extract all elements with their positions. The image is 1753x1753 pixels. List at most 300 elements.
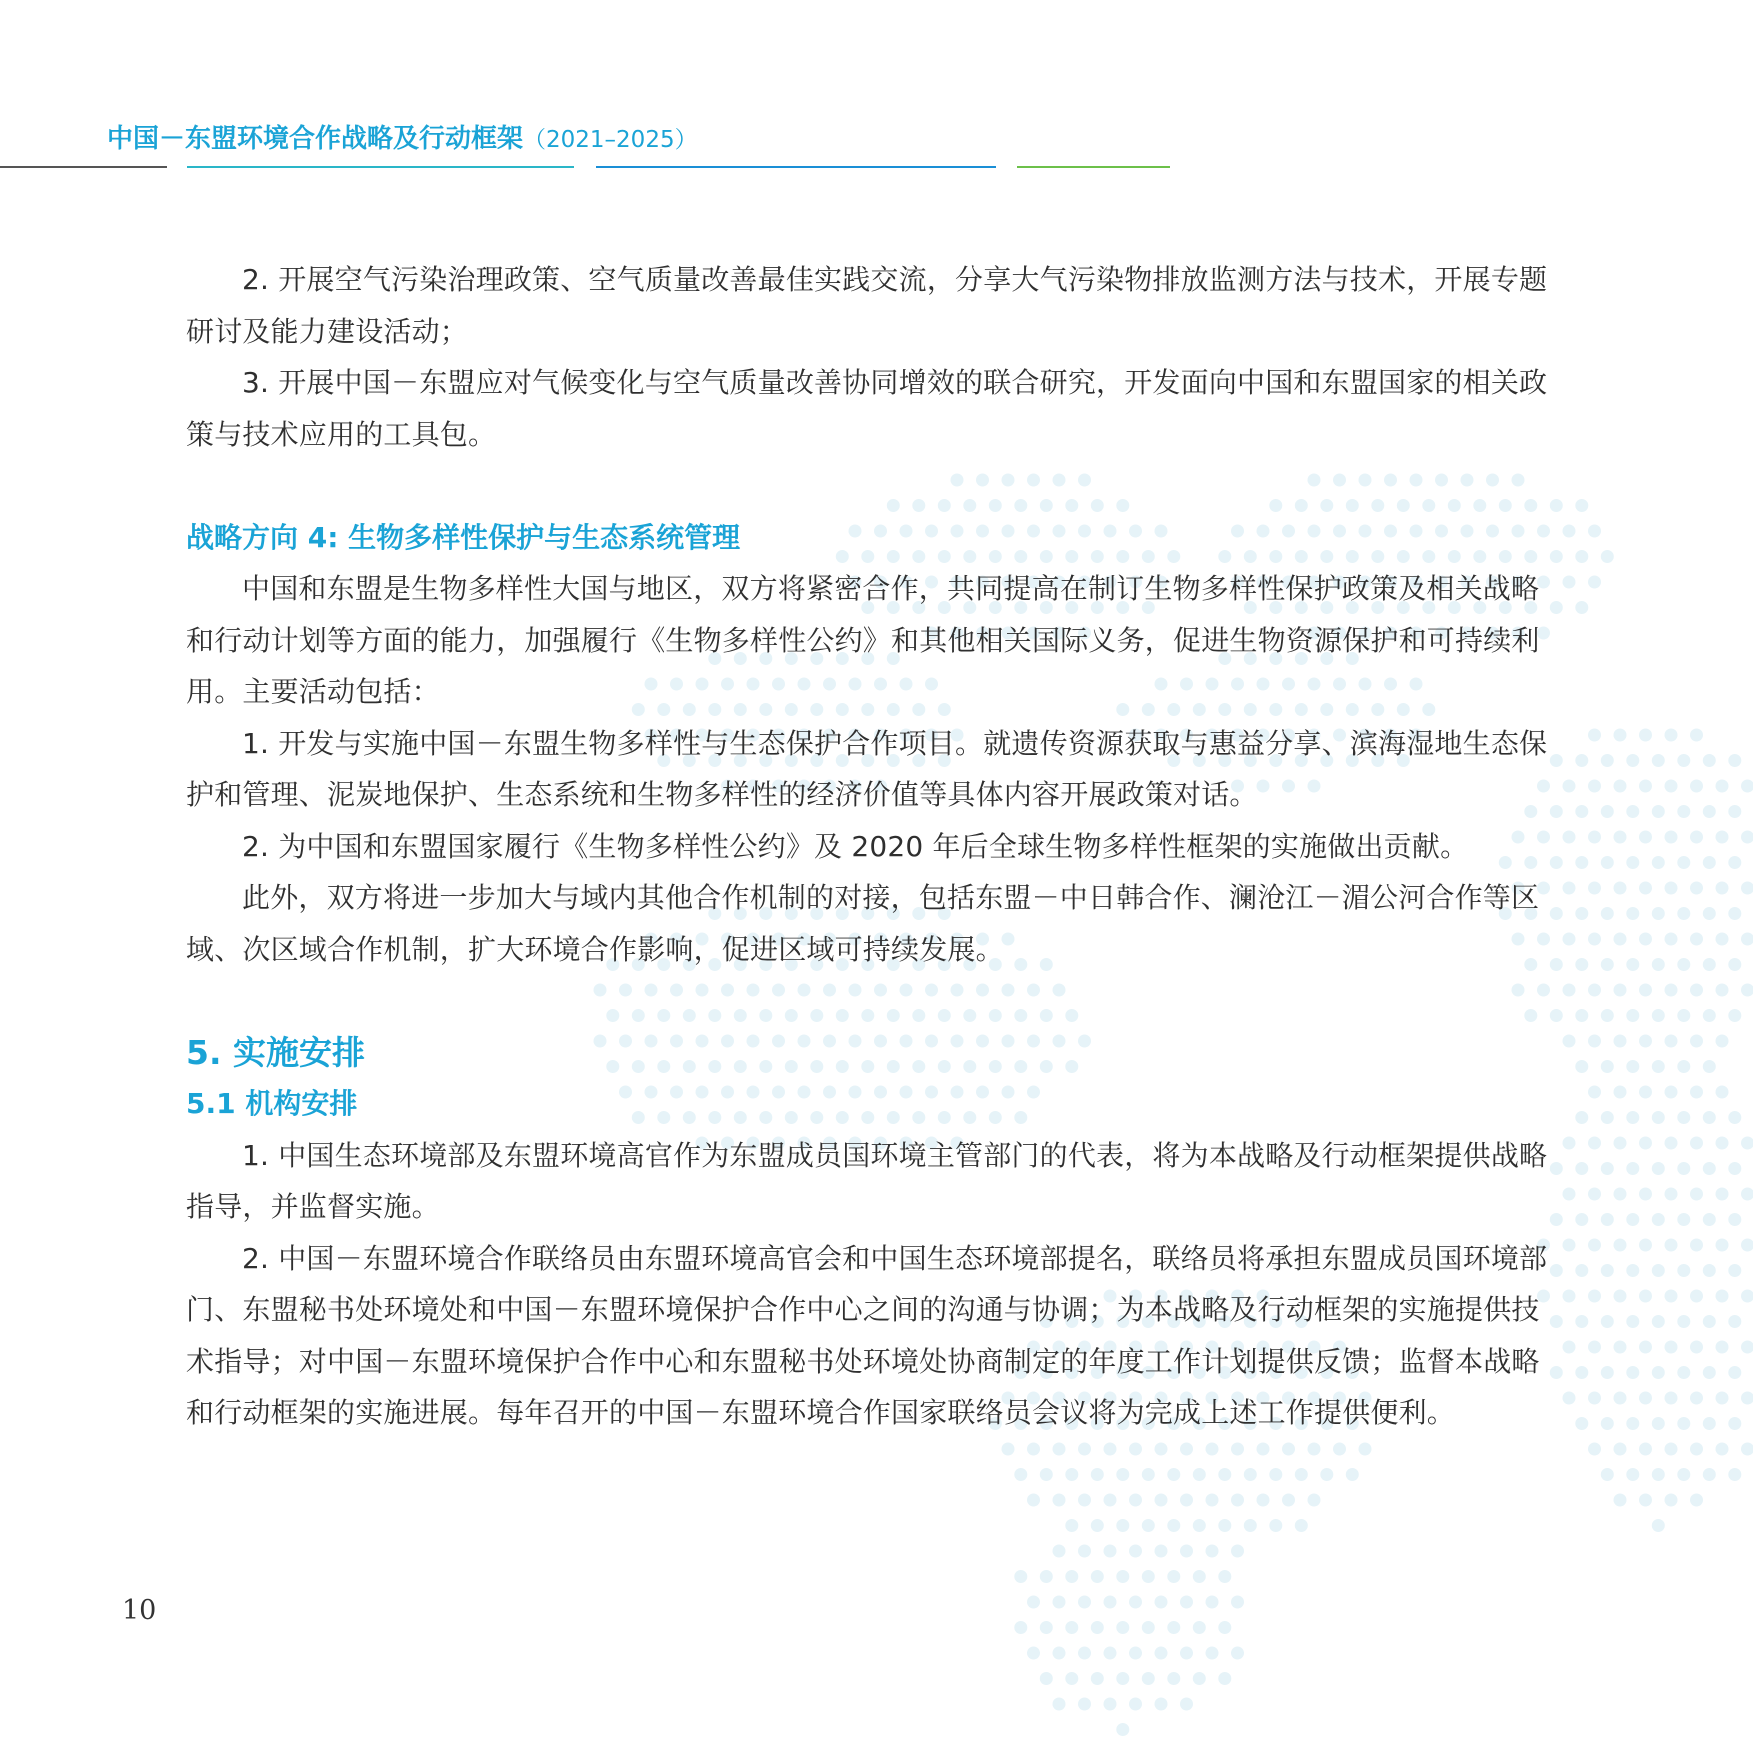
map-dot xyxy=(1167,1468,1180,1481)
map-dot xyxy=(1027,1647,1040,1660)
map-dot xyxy=(1665,1086,1678,1099)
map-dot xyxy=(1588,576,1601,589)
map-dot xyxy=(1741,1239,1753,1252)
map-dot xyxy=(1741,882,1753,895)
map-dot xyxy=(1104,1443,1117,1456)
map-dot xyxy=(1614,1137,1627,1150)
map-dot xyxy=(1741,1443,1753,1456)
map-dot xyxy=(1626,1417,1639,1430)
header-rule-green xyxy=(1017,166,1170,168)
map-dot xyxy=(1614,1494,1627,1507)
map-dot xyxy=(1665,882,1678,895)
map-dot xyxy=(1716,1239,1729,1252)
map-dot xyxy=(1053,1494,1066,1507)
map-dot xyxy=(1155,1494,1168,1507)
header-rule-dark xyxy=(0,166,167,168)
map-dot xyxy=(1333,1443,1346,1456)
paragraph: 1. 开发与实施中国－东盟生物多样性与生态保护合作项目。就遗传资源获取与惠益分享、滨海湿地生态保护和管理、泥炭地保护、生态系统和生物多样性的经济价值等具体内容开展政策对话。 xyxy=(186,726,1548,811)
map-dot xyxy=(1728,856,1741,869)
map-dot xyxy=(1728,1417,1741,1430)
map-dot xyxy=(1218,1570,1231,1583)
map-dot xyxy=(1104,1494,1117,1507)
map-dot xyxy=(1116,1672,1129,1685)
paragraph: 1. 中国生态环境部及东盟环境高官作为东盟成员国环境主管部门的代表，将为本战略及行动框架提供战略指导，并监督实施。 xyxy=(186,1138,1548,1223)
map-dot xyxy=(1665,1341,1678,1354)
map-dot xyxy=(1308,1443,1321,1456)
map-dot xyxy=(1231,1596,1244,1609)
spacer xyxy=(186,975,1566,1027)
map-dot xyxy=(1652,1060,1665,1073)
map-dot xyxy=(1626,1366,1639,1379)
map-dot xyxy=(1218,1672,1231,1685)
map-dot xyxy=(1614,780,1627,793)
map-dot xyxy=(1180,1494,1193,1507)
section-heading-5-1: 5.1 机构安排 xyxy=(186,1087,358,1120)
map-dot xyxy=(1716,780,1729,793)
map-dot xyxy=(1575,1009,1588,1022)
map-dot xyxy=(1728,1213,1741,1226)
map-dot xyxy=(1690,1188,1703,1201)
map-dot xyxy=(1626,1315,1639,1328)
map-dot xyxy=(1027,1596,1040,1609)
map-dot xyxy=(1142,1570,1155,1583)
map-dot xyxy=(1053,1443,1066,1456)
map-dot xyxy=(1690,1086,1703,1099)
map-dot xyxy=(1155,1545,1168,1558)
map-dot xyxy=(1129,1494,1142,1507)
map-dot xyxy=(1575,601,1588,614)
map-dot xyxy=(1588,882,1601,895)
map-dot xyxy=(1078,1647,1091,1660)
map-dot xyxy=(1359,1443,1372,1456)
map-dot xyxy=(1690,1239,1703,1252)
map-dot xyxy=(1078,1494,1091,1507)
map-dot xyxy=(1665,1035,1678,1048)
map-dot xyxy=(1741,1392,1753,1405)
map-dot xyxy=(1588,933,1601,946)
map-dot xyxy=(1193,1672,1206,1685)
paragraph: 2. 开展空气污染治理政策、空气质量改善最佳实践交流，分享大气污染物排放监测方法与技术，开展专题研讨及能力建设活动； xyxy=(186,263,1548,348)
map-dot xyxy=(1142,1519,1155,1532)
map-dot xyxy=(1665,1494,1678,1507)
map-dot xyxy=(1601,1468,1614,1481)
map-dot xyxy=(1614,831,1627,844)
map-dot xyxy=(1078,1698,1091,1711)
map-dot xyxy=(1652,805,1665,818)
map-dot xyxy=(1244,1468,1257,1481)
map-dot xyxy=(1193,1570,1206,1583)
map-dot xyxy=(1652,1213,1665,1226)
map-dot xyxy=(1677,1315,1690,1328)
map-dot xyxy=(1231,1545,1244,1558)
map-dot xyxy=(1231,1494,1244,1507)
map-dot xyxy=(1575,907,1588,920)
map-dot xyxy=(1601,1111,1614,1124)
map-dot xyxy=(1053,1647,1066,1660)
map-dot xyxy=(1716,984,1729,997)
map-dot xyxy=(1677,958,1690,971)
map-dot xyxy=(1690,1443,1703,1456)
map-dot xyxy=(1014,1621,1027,1634)
header-rule-teal xyxy=(187,166,574,168)
map-dot xyxy=(1065,1519,1078,1532)
map-dot xyxy=(1690,882,1703,895)
map-dot xyxy=(1129,1545,1142,1558)
map-dot xyxy=(1614,1443,1627,1456)
map-dot xyxy=(1677,907,1690,920)
map-dot xyxy=(1588,1341,1601,1354)
map-dot xyxy=(1677,1417,1690,1430)
map-dot xyxy=(1601,856,1614,869)
map-dot xyxy=(1614,1239,1627,1252)
map-dot xyxy=(1677,1366,1690,1379)
map-dot xyxy=(1703,856,1716,869)
map-dot xyxy=(1690,1290,1703,1303)
map-dot xyxy=(1155,1698,1168,1711)
map-dot xyxy=(1614,1392,1627,1405)
map-dot xyxy=(1639,882,1652,895)
map-dot xyxy=(1206,1443,1219,1456)
map-dot xyxy=(1716,831,1729,844)
map-dot xyxy=(1142,1468,1155,1481)
map-dot xyxy=(1652,754,1665,767)
map-dot xyxy=(1104,1545,1117,1558)
map-dot xyxy=(1690,1494,1703,1507)
map-dot xyxy=(1652,907,1665,920)
map-dot xyxy=(1626,1213,1639,1226)
map-dot xyxy=(1741,1137,1753,1150)
map-dot xyxy=(1626,754,1639,767)
map-dot xyxy=(1652,1519,1665,1532)
map-dot xyxy=(1716,1086,1729,1099)
map-dot xyxy=(1677,754,1690,767)
running-header xyxy=(107,118,698,155)
map-dot xyxy=(1716,1392,1729,1405)
map-dot xyxy=(1716,882,1729,895)
map-dot xyxy=(1575,1417,1588,1430)
map-dot xyxy=(1601,1264,1614,1277)
map-dot xyxy=(1652,1111,1665,1124)
map-dot xyxy=(1231,1647,1244,1660)
map-dot xyxy=(1639,780,1652,793)
map-dot xyxy=(1206,1596,1219,1609)
map-dot xyxy=(1728,1264,1741,1277)
map-dot xyxy=(1639,984,1652,997)
header-years: （2021–2025） xyxy=(523,127,698,153)
map-dot xyxy=(1575,1060,1588,1073)
map-dot xyxy=(1741,1341,1753,1354)
map-dot xyxy=(1677,1162,1690,1175)
map-dot xyxy=(1626,907,1639,920)
map-dot xyxy=(1308,1494,1321,1507)
map-dot xyxy=(1741,831,1753,844)
map-dot xyxy=(1129,1443,1142,1456)
map-dot xyxy=(1601,550,1614,563)
map-dot xyxy=(1601,805,1614,818)
map-dot xyxy=(1218,1621,1231,1634)
map-dot xyxy=(1104,1698,1117,1711)
map-dot xyxy=(1065,1621,1078,1634)
map-dot xyxy=(1193,1621,1206,1634)
map-dot xyxy=(1716,1443,1729,1456)
map-dot xyxy=(1614,984,1627,997)
map-dot xyxy=(1180,1545,1193,1558)
map-dot xyxy=(1116,1570,1129,1583)
map-dot xyxy=(1065,1672,1078,1685)
map-dot xyxy=(1091,1570,1104,1583)
map-dot xyxy=(1639,1443,1652,1456)
map-dot xyxy=(1601,1009,1614,1022)
map-dot xyxy=(1065,1570,1078,1583)
map-dot xyxy=(1167,1570,1180,1583)
map-dot xyxy=(1728,754,1741,767)
map-dot xyxy=(1588,1188,1601,1201)
map-dot xyxy=(1716,1035,1729,1048)
paragraph: 2. 为中国和东盟国家履行《生物多样性公约》及 2020 年后全球生物多样性框架的实施做出贡献。 xyxy=(242,829,1469,863)
spacer xyxy=(186,460,1566,512)
map-dot xyxy=(1728,805,1741,818)
map-dot xyxy=(1677,856,1690,869)
map-dot xyxy=(1155,1596,1168,1609)
map-dot xyxy=(1601,1162,1614,1175)
map-dot xyxy=(1257,1494,1270,1507)
map-dot xyxy=(1575,754,1588,767)
map-dot xyxy=(1728,1315,1741,1328)
map-dot xyxy=(1703,1264,1716,1277)
map-dot xyxy=(1728,1162,1741,1175)
map-dot xyxy=(1741,984,1753,997)
map-dot xyxy=(1639,1239,1652,1252)
map-dot xyxy=(1575,1111,1588,1124)
map-dot xyxy=(1142,1672,1155,1685)
map-dot xyxy=(1588,525,1601,538)
paragraph: 3. 开展中国－东盟应对气候变化与空气质量改善协同增效的联合研究，开发面向中国和东盟国家的相关政策与技术应用的工具包。 xyxy=(186,366,1548,451)
map-dot xyxy=(1116,1723,1129,1736)
map-dot xyxy=(1652,1009,1665,1022)
map-dot xyxy=(1652,1315,1665,1328)
map-dot xyxy=(1614,1341,1627,1354)
map-dot xyxy=(1040,1621,1053,1634)
map-dot xyxy=(1665,1239,1678,1252)
map-dot xyxy=(1728,1468,1741,1481)
map-dot xyxy=(1716,933,1729,946)
map-dot xyxy=(1639,1341,1652,1354)
map-dot xyxy=(1218,1519,1231,1532)
map-dot xyxy=(1575,856,1588,869)
map-dot xyxy=(1614,1086,1627,1099)
map-dot xyxy=(1002,1443,1015,1456)
map-dot xyxy=(1690,831,1703,844)
map-dot xyxy=(1665,933,1678,946)
map-dot xyxy=(1601,1315,1614,1328)
map-dot xyxy=(1167,1672,1180,1685)
map-dot xyxy=(1575,1315,1588,1328)
body-content xyxy=(186,254,1566,1439)
map-dot xyxy=(1129,1698,1142,1711)
map-dot xyxy=(1588,1035,1601,1048)
map-dot xyxy=(1614,1188,1627,1201)
map-dot xyxy=(1703,754,1716,767)
map-dot xyxy=(1652,1468,1665,1481)
map-dot xyxy=(1218,1468,1231,1481)
map-dot xyxy=(1575,499,1588,512)
map-dot xyxy=(1703,958,1716,971)
map-dot xyxy=(1091,1621,1104,1634)
map-dot xyxy=(1180,1443,1193,1456)
map-dot xyxy=(1614,1290,1627,1303)
map-dot xyxy=(1206,1494,1219,1507)
map-dot xyxy=(1728,907,1741,920)
header-title: 中国－东盟环境合作战略及行动框架 xyxy=(107,124,524,154)
map-dot xyxy=(1014,1570,1027,1583)
map-dot xyxy=(1703,1060,1716,1073)
map-dot xyxy=(1040,1468,1053,1481)
map-dot xyxy=(1665,1188,1678,1201)
map-dot xyxy=(1601,907,1614,920)
map-dot xyxy=(1626,856,1639,869)
map-dot xyxy=(1601,1366,1614,1379)
map-dot xyxy=(1728,1111,1741,1124)
map-dot xyxy=(1014,1468,1027,1481)
map-dot xyxy=(1652,1366,1665,1379)
map-dot xyxy=(1129,1647,1142,1660)
map-dot xyxy=(1575,958,1588,971)
map-dot xyxy=(1716,1341,1729,1354)
map-dot xyxy=(1575,1264,1588,1277)
map-dot xyxy=(1588,1239,1601,1252)
map-dot xyxy=(1677,1009,1690,1022)
map-dot xyxy=(1690,1392,1703,1405)
map-dot xyxy=(1626,1111,1639,1124)
map-dot xyxy=(1601,1060,1614,1073)
map-dot xyxy=(1193,1468,1206,1481)
map-dot xyxy=(1728,1366,1741,1379)
map-dot xyxy=(1652,1417,1665,1430)
map-dot xyxy=(1282,1494,1295,1507)
map-dot xyxy=(1716,1137,1729,1150)
map-dot xyxy=(1639,1086,1652,1099)
map-dot xyxy=(1703,1111,1716,1124)
map-dot xyxy=(1155,1647,1168,1660)
map-dot xyxy=(1639,1392,1652,1405)
map-dot xyxy=(1677,1060,1690,1073)
map-dot xyxy=(1575,550,1588,563)
map-dot xyxy=(1665,729,1678,742)
map-dot xyxy=(1614,933,1627,946)
map-dot xyxy=(1588,729,1601,742)
map-dot xyxy=(1703,907,1716,920)
map-dot xyxy=(1588,1392,1601,1405)
map-dot xyxy=(1040,1672,1053,1685)
map-dot xyxy=(1626,1009,1639,1022)
map-dot xyxy=(1244,1519,1257,1532)
map-dot xyxy=(1677,1264,1690,1277)
map-dot xyxy=(1639,1188,1652,1201)
map-dot xyxy=(1639,831,1652,844)
map-dot xyxy=(1626,1468,1639,1481)
map-dot xyxy=(1690,729,1703,742)
map-dot xyxy=(1665,1392,1678,1405)
map-dot xyxy=(1639,1035,1652,1048)
paragraph: 此外，双方将进一步加大与域内其他合作机制的对接，包括东盟－中日韩合作、澜沧江－湄公河合作等区域、次区域合作机制，扩大环境合作影响，促进区域可持续发展。 xyxy=(186,881,1540,966)
map-dot xyxy=(1180,1596,1193,1609)
map-dot xyxy=(1155,1443,1168,1456)
map-dot xyxy=(1078,1443,1091,1456)
map-dot xyxy=(1626,1162,1639,1175)
map-dot xyxy=(1078,1596,1091,1609)
map-dot xyxy=(1626,958,1639,971)
map-dot xyxy=(1703,1468,1716,1481)
map-dot xyxy=(1652,856,1665,869)
map-dot xyxy=(1690,1035,1703,1048)
map-dot xyxy=(1741,933,1753,946)
map-dot xyxy=(1652,1264,1665,1277)
map-dot xyxy=(1040,1570,1053,1583)
map-dot xyxy=(1665,984,1678,997)
map-dot xyxy=(1588,1443,1601,1456)
map-dot xyxy=(1231,1443,1244,1456)
map-dot xyxy=(1639,729,1652,742)
map-dot xyxy=(1703,1162,1716,1175)
map-dot xyxy=(1575,1213,1588,1226)
map-dot xyxy=(1703,1009,1716,1022)
map-dot xyxy=(1626,805,1639,818)
map-dot xyxy=(1677,1111,1690,1124)
map-dot xyxy=(1167,1519,1180,1532)
map-dot xyxy=(1282,1443,1295,1456)
map-dot xyxy=(1703,1366,1716,1379)
map-dot xyxy=(1588,984,1601,997)
map-dot xyxy=(1588,1137,1601,1150)
map-dot xyxy=(1703,1417,1716,1430)
map-dot xyxy=(1142,1621,1155,1634)
map-dot xyxy=(1665,1137,1678,1150)
map-dot xyxy=(1741,780,1753,793)
map-dot xyxy=(1295,1519,1308,1532)
map-dot xyxy=(1614,1035,1627,1048)
map-dot xyxy=(1206,1545,1219,1558)
map-dot xyxy=(1206,1647,1219,1660)
map-dot xyxy=(1639,933,1652,946)
map-dot xyxy=(1588,1290,1601,1303)
map-dot xyxy=(1703,805,1716,818)
map-dot xyxy=(1257,1443,1270,1456)
map-dot xyxy=(1091,1672,1104,1685)
map-dot xyxy=(1665,831,1678,844)
map-dot xyxy=(1091,1468,1104,1481)
map-dot xyxy=(1665,1443,1678,1456)
map-dot xyxy=(1703,1213,1716,1226)
map-dot xyxy=(1601,1417,1614,1430)
map-dot xyxy=(1728,1009,1741,1022)
map-dot xyxy=(1690,933,1703,946)
map-dot xyxy=(1053,1545,1066,1558)
map-dot xyxy=(1295,1468,1308,1481)
map-dot xyxy=(1741,1290,1753,1303)
map-dot xyxy=(1639,1137,1652,1150)
map-dot xyxy=(1690,1341,1703,1354)
map-dot xyxy=(1716,1290,1729,1303)
map-dot xyxy=(1588,1086,1601,1099)
map-dot xyxy=(1053,1596,1066,1609)
map-dot xyxy=(1716,1188,1729,1201)
map-dot xyxy=(1614,882,1627,895)
map-dot xyxy=(1601,1213,1614,1226)
map-dot xyxy=(1677,1213,1690,1226)
map-dot xyxy=(1091,1519,1104,1532)
map-dot xyxy=(1269,1468,1282,1481)
map-dot xyxy=(1665,780,1678,793)
